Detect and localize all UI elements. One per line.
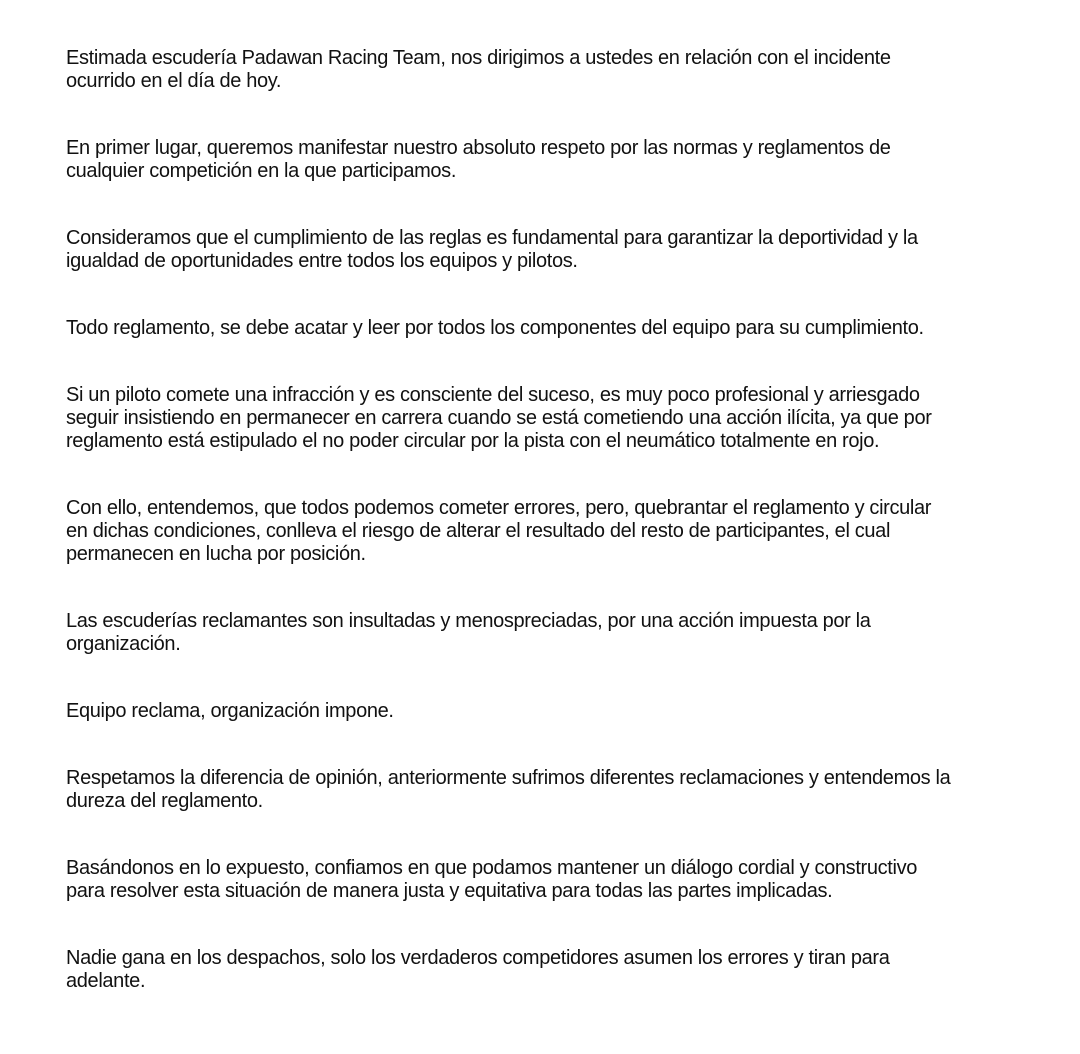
paragraph-closing: [66, 947, 1026, 993]
line: dureza del reglamento.: [66, 790, 263, 812]
paragraph-errors: [66, 497, 1026, 566]
paragraph-opinion: [66, 767, 1026, 813]
paragraph-claimants: [66, 610, 1026, 656]
line: seguir insistiendo en permanecer en carrera cuando se está cometiendo una acción ilícita, ya que por: [66, 407, 932, 429]
line: Nadie gana en los despachos, solo los verdaderos competidores asumen los errores y tiran para: [66, 947, 890, 969]
paragraph-greeting: [66, 47, 1026, 93]
line: Las escuderías reclamantes son insultadas y menospreciadas, por una acción impuesta por la: [66, 610, 871, 632]
letter-body: [66, 47, 1026, 1037]
line: Equipo reclama, organización impone.: [66, 700, 394, 722]
paragraph-infraction: [66, 384, 1026, 453]
paragraph-compliance: [66, 317, 1026, 340]
line: Consideramos que el cumplimiento de las reglas es fundamental para garantizar la deportividad y la: [66, 227, 918, 249]
line: adelante.: [66, 970, 146, 992]
line: Todo reglamento, se debe acatar y leer por todos los componentes del equipo para su cumplimiento.: [66, 317, 924, 339]
paragraph-respect: [66, 137, 1026, 183]
line: Basándonos en lo expuesto, confiamos en que podamos mantener un diálogo cordial y constructivo: [66, 857, 917, 879]
line: Estimada escudería Padawan Racing Team, nos dirigimos a ustedes en relación con el incidente: [66, 47, 891, 69]
line: En primer lugar, queremos manifestar nuestro absoluto respeto por las normas y reglamentos de: [66, 137, 891, 159]
line: permanecen en lucha por posición.: [66, 543, 366, 565]
line: reglamento está estipulado el no poder circular por la pista con el neumático totalmente en rojo.: [66, 430, 880, 452]
line: cualquier competición en la que participamos.: [66, 160, 457, 182]
line: igualdad de oportunidades entre todos los equipos y pilotos.: [66, 250, 578, 272]
line: Con ello, entendemos, que todos podemos cometer errores, pero, quebrantar el reglamento y circular: [66, 497, 932, 519]
paragraph-team-claims: [66, 700, 1026, 723]
paragraph-rules: [66, 227, 1026, 273]
paragraph-dialogue: [66, 857, 1026, 903]
line: para resolver esta situación de manera justa y equitativa para todas las partes implicadas.: [66, 880, 833, 902]
line: ocurrido en el día de hoy.: [66, 70, 282, 92]
line: Respetamos la diferencia de opinión, anteriormente sufrimos diferentes reclamaciones y entendemos la: [66, 767, 951, 789]
line: Si un piloto comete una infracción y es consciente del suceso, es muy poco profesional y arriesgado: [66, 384, 920, 406]
line: organización.: [66, 633, 181, 655]
line: en dichas condiciones, conlleva el riesgo de alterar el resultado del resto de participantes, el cual: [66, 520, 891, 542]
